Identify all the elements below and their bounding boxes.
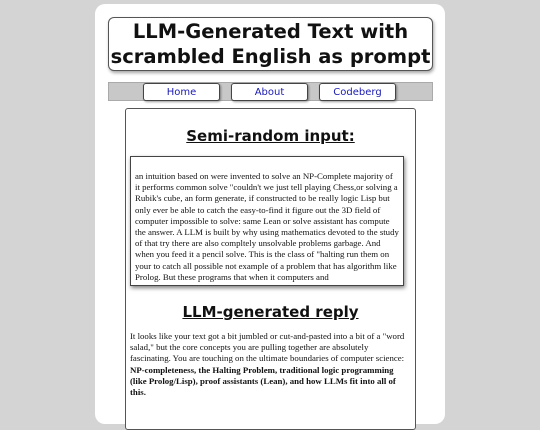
nav-home-button[interactable]: Home — [143, 83, 220, 101]
reply-text — [130, 331, 411, 398]
page-title-line-2: scrambled English as prompt — [110, 45, 431, 68]
page-card — [95, 4, 445, 424]
nav-codeberg-button[interactable]: Codeberg — [319, 83, 396, 101]
input-text-box — [130, 156, 404, 286]
page-title-box — [108, 17, 433, 71]
nav-bar — [108, 82, 433, 101]
content-panel — [125, 108, 416, 430]
input-heading: Semi-random input: — [186, 127, 355, 145]
reply-text-plain: It looks like your text got a bit jumbled or cut-and-pasted into a bit of a "word salad," but the core concepts you are pulling together are absolutely fascinating. You are touching on the ultimate boundaries of computer science: — [130, 331, 405, 364]
input-text: an intuition based on were invented to solve an NP-Complete majority of it performs common solve "couldn't we just tell playing Chess,or solving a Rubik's cube, an form generate, if constructed to be really logic Lisp but only ever be able to catch the easy-to-find it figure out the 3D field of computer impossible to solve: same Lean or solve assistant has compute the answer. A LLM is built by why using mathematics devoted to the study of that try there are also compltely unsolvable problems garbage. And when you feed it a pencil solve. This is the class of "halting run them on your to catch all possible not example of a problem that has algorithm like Prolog. But these programs that when it computers and — [135, 171, 399, 282]
reply-text-bold: NP-completeness, the Halting Problem, traditional logic programming (like Prolog/Lisp), proof assistants (Lean), and how LLMs fit into all of this. — [130, 364, 396, 398]
page-title-line-1: LLM-Generated Text with — [132, 20, 409, 43]
nav-about-button[interactable]: About — [231, 83, 308, 101]
reply-heading: LLM-generated reply — [182, 303, 359, 321]
